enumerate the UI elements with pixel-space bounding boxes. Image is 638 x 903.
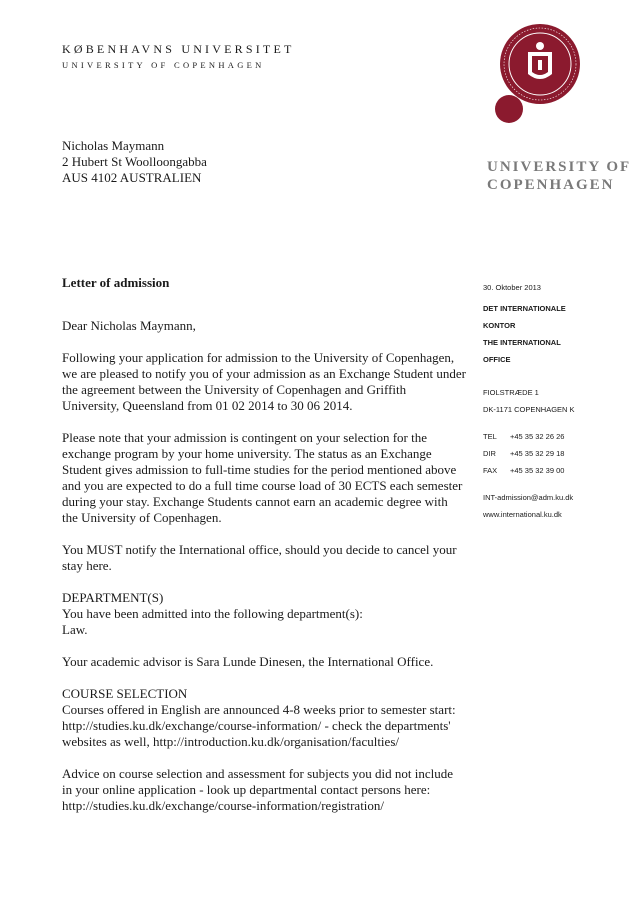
university-name-danish: KØBENHAVNS UNIVERSITET xyxy=(62,42,295,56)
phone-tel: TEL +45 35 32 26 26 xyxy=(483,432,565,441)
course-text: Courses offered in English are announced 4-8 weeks prior to semester start: http://studies.ku.dk/exchange/course-information/ - check the departments' websites as well, http://introduction.ku.dk/organisation/faculties/ xyxy=(62,702,456,749)
university-seal-icon xyxy=(498,22,582,106)
website-link[interactable]: www.international.ku.dk xyxy=(483,510,562,519)
dir-link[interactable]: +45 35 32 29 18 xyxy=(510,449,565,458)
logo-line-2: COPENHAGEN xyxy=(487,177,615,193)
university-logo-text xyxy=(487,158,631,194)
paragraph-notify: You MUST notify the International office, should you decide to cancel your stay here. xyxy=(62,542,457,573)
university-name-english: UNIVERSITY OF COPENHAGEN xyxy=(62,60,265,70)
recipient-name: Nicholas Maymann xyxy=(62,138,165,153)
course-section xyxy=(62,686,466,750)
office-english-2: OFFICE xyxy=(483,355,511,364)
paragraph-admission: Following your application for admission to the University of Copenhagen, we are pleased to notify you of your admission as an Exchange Student under the agreement between the University of Copenhagen and Griffith University, Queensland from 01 02 2014 to 30 06 2014. xyxy=(62,350,466,413)
phone-fax: FAX +45 35 32 39 00 xyxy=(483,466,565,475)
letter-subject: Letter of admission xyxy=(62,275,170,290)
letter-date: 30. Oktober 2013 xyxy=(483,283,541,292)
course-heading: COURSE SELECTION xyxy=(62,686,188,701)
office-street: FIOLSTRÆDE 1 xyxy=(483,388,539,397)
recipient-street: 2 Hubert St Woolloongabba xyxy=(62,154,207,169)
recipient-city: AUS 4102 AUSTRALIEN xyxy=(62,170,202,185)
office-danish-1: DET INTERNATIONALE xyxy=(483,304,566,313)
logo-dot xyxy=(495,95,523,123)
department-line: You have been admitted into the following department(s): xyxy=(62,606,363,621)
advisor-paragraph: Your academic advisor is Sara Lunde Dinesen, the International Office. xyxy=(62,654,434,669)
phone-dir: DIR +45 35 32 29 18 xyxy=(483,449,565,458)
sender-sidebar xyxy=(483,282,633,520)
paragraph-contingent: Please note that your admission is contingent on your selection for the exchange program by your home university. The status as an Exchange Student gives admission to full-time studies for the period mentioned above and you are expected to do a full time course load of 30 ECTS each semester during your stay. Exchange Students cannot earn an academic degree with the University of Copenhagen. xyxy=(62,430,463,525)
recipient-address xyxy=(62,138,207,186)
office-city: DK-1171 COPENHAGEN K xyxy=(483,405,575,414)
advice-paragraph: Advice on course selection and assessment for subjects you did not include in your online application - look up departmental contact persons here: http://studies.ku.dk/exchange/course-information/registration/ xyxy=(62,766,453,813)
letter-body xyxy=(62,318,466,830)
department-section xyxy=(62,590,466,638)
salutation: Dear Nicholas Maymann, xyxy=(62,318,196,333)
email-link[interactable]: INT-admission@adm.ku.dk xyxy=(483,493,574,502)
fax-value: +45 35 32 39 00 xyxy=(510,466,565,475)
department-value: Law. xyxy=(62,622,88,637)
office-english-1: THE INTERNATIONAL xyxy=(483,338,561,347)
tel-link[interactable]: +45 35 32 26 26 xyxy=(510,432,565,441)
logo-line-1: UNIVERSITY OF xyxy=(487,159,632,175)
office-danish-2: KONTOR xyxy=(483,321,516,330)
department-heading: DEPARTMENT(S) xyxy=(62,590,164,605)
